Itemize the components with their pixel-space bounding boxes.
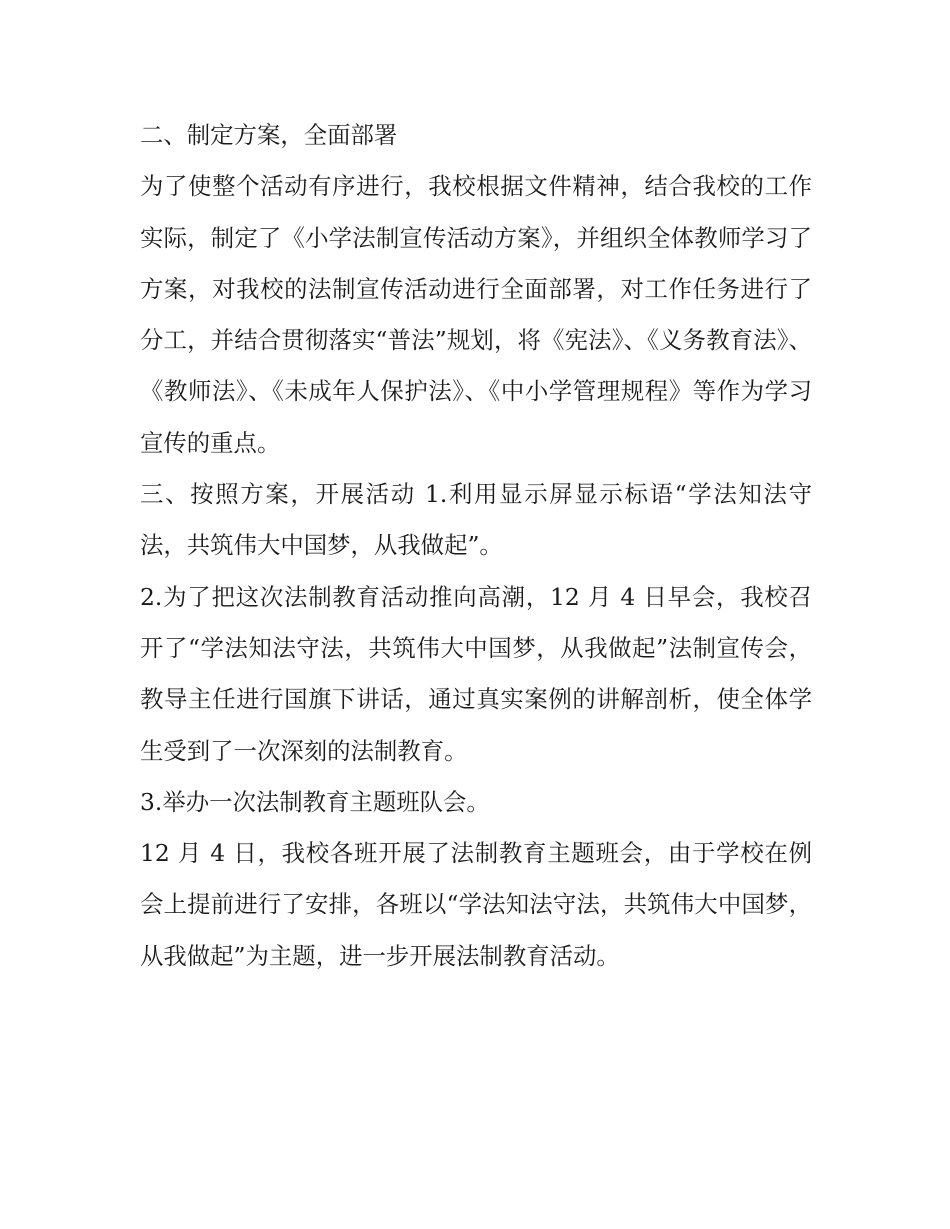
- document-body: [140, 110, 812, 982]
- section-heading-activities: 三、按照方案，开展活动 1.利用显示屏显示标语“学法知法守法，共筑伟大中国梦，从我做起”。: [140, 480, 812, 560]
- paragraph-plan-details: 为了使整个活动有序进行，我校根据文件精神，结合我校的工作实际，制定了《小学法制宣传活动方案》，并组织全体教师学习了方案，对我校的法制宣传活动进行全面部署，对工作任务进行了分工，并结合贯彻落实“普法”规划，将《宪法》、《义务教育法》、《教师法》、《未成年人保护法》、《中小学管理规程》等作为学习宣传的重点。: [140, 172, 812, 457]
- section-heading-plan: 二、制定方案，全面部署: [140, 121, 398, 149]
- paragraph-class-meeting-title: 3.举办一次法制教育主题班队会。: [140, 787, 490, 816]
- paragraph-morning-assembly: 2.为了把这次法制教育活动推向高潮，12 月 4 日早会，我校召开了“学法知法守法，共筑伟大中国梦，从我做起”法制宣传会，教导主任进行国旗下讲话，通过真实案例的讲解剖析，使全体学生受到了一次深刻的法制教育。: [140, 582, 812, 765]
- paragraph-class-meeting-details: 12 月 4 日，我校各班开展了法制教育主题班会，由于学校在例会上提前进行了安排，各班以“学法知法守法，共筑伟大中国梦，从我做起”为主题，进一步开展法制教育活动。: [140, 839, 812, 970]
